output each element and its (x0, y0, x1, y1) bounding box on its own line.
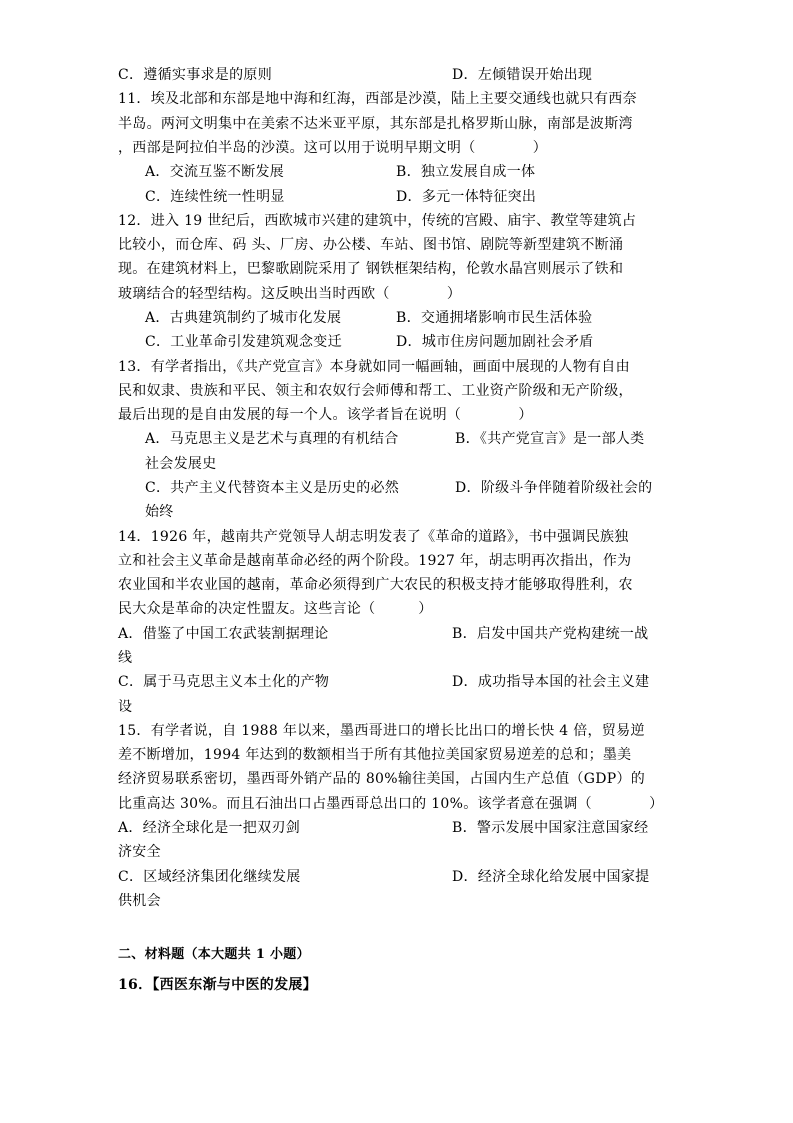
q15-option-a: A．经济全球化是一把双刃剑 (118, 820, 301, 836)
q15-stem-line-2: 差不断增加，1994 年达到的数额相当于所有其他拉美国家贸易逆差的总和；墨美 (118, 747, 632, 763)
q15-option-c: C．区域经济集团化继续发展 (118, 869, 301, 885)
q14-option-a: A．借鉴了中国工农武装割据理论 (118, 626, 329, 642)
section-heading: 二、材料题（本大题共 1 小题） (118, 947, 310, 962)
q10-option-d: D．左倾错误开始出现 (452, 67, 593, 83)
q15-option-d-continued: 供机会 (118, 893, 161, 909)
q13-stem-line-3: 最后出现的是自由发展的每一个人。该学者旨在说明（ ） (118, 407, 533, 423)
q12-option-d: D．城市住房问题加剧社会矛盾 (396, 334, 594, 350)
q12-stem-line-4: 玻璃结合的轻型结构。这反映出当时西欧（ ） (118, 286, 462, 302)
q14-option-c: C．属于马克思主义本土化的产物 (118, 674, 330, 690)
q15-option-b-continued: 济安全 (118, 844, 161, 860)
q15-stem-line-1: 15．有学者说，自 1988 年以来，墨西哥进口的增长比出口的增长快 4 倍，贸易逆 (118, 723, 645, 739)
q15-option-d: D．经济全球化给发展中国家提 (452, 869, 650, 885)
q14-stem-line-3: 农业国和半农业国的越南，革命必须得到广大农民的积极支持才能够取得胜利，农 (118, 577, 633, 593)
q11-stem-line-3: ，西部是阿拉伯半岛的沙漠。这可以用于说明早期文明（ ） (118, 140, 547, 156)
q15-stem-line-4: 比重高达 30%。而且石油出口占墨西哥总出口的 10%。该学者意在强调（ ） (118, 796, 664, 812)
q14-option-b: B．启发中国共产党构建统一战 (452, 626, 649, 642)
q13-stem-line-1: 13．有学者指出，《共产党宣言》本身就如同一幅画轴，画面中展现的人物有自由 (118, 359, 630, 375)
q15-stem-line-3: 经济贸易联系密切，墨西哥外销产品的 80%输往美国，占国内生产总值（GDP）的 (118, 771, 646, 787)
q11-option-d: D．多元一体特征突出 (396, 189, 537, 205)
q12-stem-line-3: 现。在建筑材料上，巴黎歌剧院采用了 钢铁框架结构，伦敦水晶宫则展示了铁和 (118, 261, 624, 277)
q13-option-a: A．马克思主义是艺术与真理的有机结合 (145, 431, 399, 447)
q14-option-d-continued: 设 (118, 699, 133, 715)
q13-option-b-continued: 社会发展史 (145, 456, 217, 472)
q11-option-c: C．连续性统一性明显 (145, 189, 285, 205)
q12-option-a: A．古典建筑制约了城市化发展 (145, 310, 342, 326)
q13-stem-line-2: 民和奴隶、贵族和平民、领主和农奴行会师傅和帮工、工业资产阶级和无产阶级， (118, 383, 633, 399)
q14-stem-line-4: 民大众是革命的决定性盟友。这些言论（ ） (118, 601, 433, 617)
q13-option-d-continued: 始终 (145, 504, 174, 520)
q12-stem-line-1: 12．进入 19 世纪后，西欧城市兴建的建筑中，传统的宫殿、庙宇、教堂等建筑占 (118, 213, 637, 229)
q11-stem-line-1: 11．埃及北部和东部是地中海和红海，西部是沙漠，陆上主要交通线也就只有西奈 (118, 91, 637, 107)
q14-option-b-continued: 线 (118, 650, 133, 666)
q12-option-c: C．工业革命引发建筑观念变迁 (145, 334, 342, 350)
q15-option-b: B．警示发展中国家注意国家经 (452, 820, 649, 836)
q14-option-d: D．成功指导本国的社会主义建 (452, 674, 650, 690)
q10-option-c: C．遵循实事求是的原则 (118, 67, 273, 83)
q14-stem-line-2: 立和社会主义革命是越南革命必经的两个阶段。1927 年，胡志明再次指出，作为 (118, 553, 632, 569)
q11-stem-line-2: 半岛。两河文明集中在美索不达米亚平原，其东部是扎格罗斯山脉，南部是波斯湾 (118, 116, 633, 132)
q13-option-b: B．《共产党宣言》是一部人类 (455, 431, 645, 447)
q13-option-c: C．共产主义代替资本主义是历史的必然 (145, 480, 400, 496)
q11-option-a: A．交流互鉴不断发展 (145, 164, 285, 180)
q13-option-d: D．阶级斗争伴随着阶级社会的 (455, 480, 653, 496)
q12-stem-line-2: 比较小，而仓库、码 头、厂房、办公楼、车站、图书馆、剧院等新型建筑不断涌 (118, 237, 624, 253)
q12-option-b: B．交通拥堵影响市民生活体验 (396, 310, 593, 326)
q14-stem-line-1: 14．1926 年，越南共产党领导人胡志明发表了《革命的道路》，书中强调民族独 (118, 529, 629, 545)
q11-option-b: B．独立发展自成一体 (396, 164, 536, 180)
q16-title: 16．【西医东渐与中医的发展】 (118, 977, 317, 993)
